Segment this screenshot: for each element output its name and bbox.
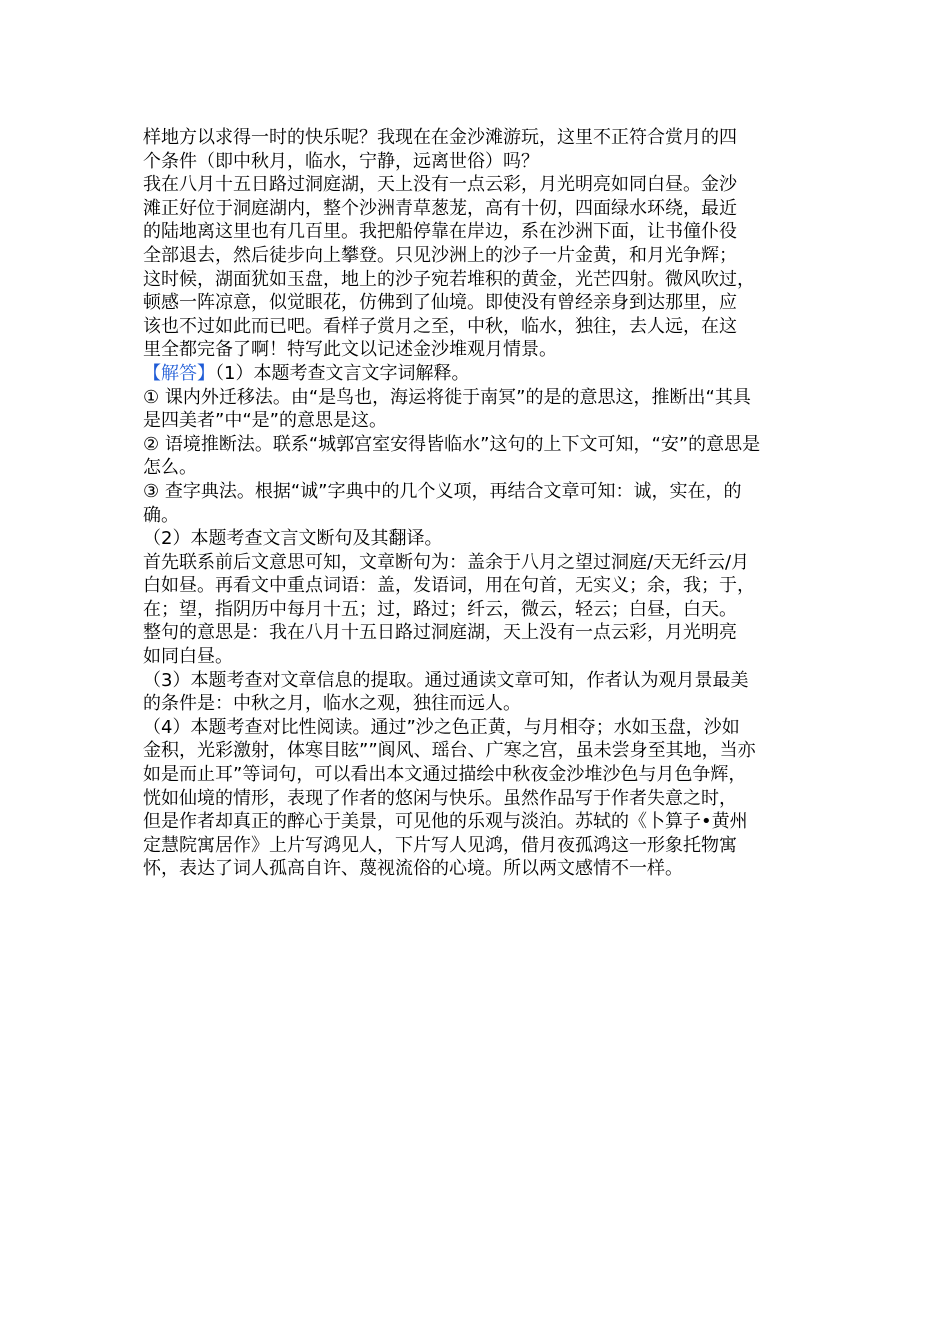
answer-line: 怎么。 <box>143 457 197 479</box>
text-line: 这时候，湖面犹如玉盘，地上的沙子宛若堆积的黄金，光芒四射。微风吹过， <box>143 268 755 290</box>
answer-line: （4）本题考查对比性阅读。通过”沙之色正黄，与月相夺；水如玉盘，沙如 <box>143 716 740 738</box>
text-line: 该也不过如此而已吧。看样子赏月之至，中秋，临水，独往，去人远，在这 <box>143 315 737 337</box>
answer-line: ③ 查字典法。根据“诚”字典中的几个义项，再结合文章可知：诚，实在，的 <box>143 480 742 502</box>
answer-line: 如同白昼。 <box>143 646 233 668</box>
answer-line: 如是而止耳”等词句，可以看出本文通过描绘中秋夜金沙堆沙色与月色争辉， <box>143 764 747 786</box>
answer-line: 是四美者”中“是”的意思是这。 <box>143 410 387 432</box>
text-line: 里全都完备了啊！特写此文以记述金沙堆观月情景。 <box>143 339 557 361</box>
answer-heading-line <box>143 362 823 386</box>
answer-line: 金积，光彩激射，体寒目眩””阆风、瑶台、广寒之宫，虽未尝身至其地，当亦 <box>143 740 756 762</box>
answer-line: 怀，表达了词人孤高自许、蔑视流俗的心境。所以两文感情不一样。 <box>143 858 683 880</box>
answer-line: 的条件是：中秋之月，临水之观，独往而远人。 <box>143 693 521 715</box>
text-line: 滩正好位于洞庭湖内，整个沙洲青草葱茏，高有十仞，四面绿水环绕，最近 <box>143 197 737 219</box>
answer-line: ① 课内外迁移法。由“是鸟也，海运将徙于南冥”的是的意思这，推断出“其具 <box>143 386 751 408</box>
answer-line: 整句的意思是：我在八月十五日路过洞庭湖，天上没有一点云彩，月光明亮 <box>143 622 737 644</box>
answer-line: ② 语境推断法。联系“城郭宫室安得皆临水”这句的上下文可知，“安”的意思是 <box>143 433 761 455</box>
answer-line: 但是作者却真正的醉心于美景，可见他的乐观与淡泊。苏轼的《卜算子•黄州 <box>143 811 748 833</box>
text-line: 顿感一阵凉意，似觉眼花，仿佛到了仙境。即使没有曾经亲身到达那里，应 <box>143 292 737 314</box>
text-line: 的陆地离这里也有几百里。我把船停靠在岸边，系在沙洲下面，让书僮仆役 <box>143 221 737 243</box>
answer-line: 白如昼。再看文中重点词语：盖，发语词，用在句首，无实义；余，我；于， <box>143 575 755 597</box>
answer-line: （2）本题考查文言文断句及其翻译。 <box>143 528 443 550</box>
answer-line: 恍如仙境的情形，表现了作者的悠闲与快乐。虽然作品写于作者失意之时， <box>143 787 737 809</box>
answer-line: （3）本题考查对文章信息的提取。通过通读文章可知，作者认为观月景最美 <box>143 669 749 691</box>
text-line: 个条件（即中秋月，临水，宁静，远离世俗）吗？ <box>143 150 539 172</box>
answer-label: 【解答】 <box>143 362 215 384</box>
answer-line: 确。 <box>143 504 179 526</box>
text-line: 我在八月十五日路过洞庭湖，天上没有一点云彩，月光明亮如同白昼。金沙 <box>143 174 737 196</box>
answer-line: 定慧院寓居作》上片写鸿见人，下片写人见鸿，借月夜孤鸿这一形象托物寓 <box>143 834 737 856</box>
text-line: 样地方以求得一时的快乐呢？我现在在金沙滩游玩，这里不正符合赏月的四 <box>143 127 737 148</box>
answer-line: 首先联系前后文意思可知，文章断句为：盖余于八月之望过洞庭/天无纤云/月 <box>143 551 750 573</box>
answer-first-text: （1）本题考查文言文字词解释。 <box>215 362 470 384</box>
text-line: 全部退去，然后徒步向上攀登。只见沙洲上的沙子一片金黄，和月光争辉； <box>143 244 737 266</box>
answer-line: 在；望，指阴历中每月十五；过，路过；纤云，微云，轻云；白昼，白天。 <box>143 598 737 620</box>
document-body <box>143 126 823 881</box>
